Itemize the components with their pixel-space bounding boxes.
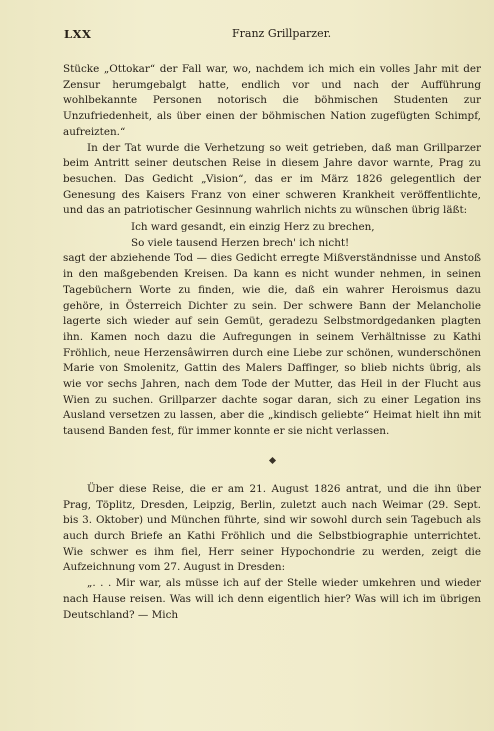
quoted-paragraph: „. . . Mir war, als müsse ich auf der Stelle wieder umkehren und wieder nach Hause reisen. Was will ich denn eigentlich hier? Was will ich im übrigen Deutschland? — Mich xyxy=(63,577,481,621)
running-title: Franz Grillparzer. xyxy=(232,27,332,40)
verse-quote xyxy=(63,220,481,251)
section-divider xyxy=(63,456,481,466)
page-header xyxy=(64,27,476,43)
verse-line: Ich ward gesandt, ein einzig Herz zu brechen, xyxy=(131,221,375,234)
body-text xyxy=(63,62,481,623)
verse-line: So viele tausend Herzen brech' ich nicht! xyxy=(131,236,350,249)
paragraph-continued: Stücke „Ottokar“ der Fall war, wo, nachdem ich mich ein volles Jahr mit der Zensur herumgebalgt hatte, endlich vor und nach der Aufführung wohlbekannte Personen notorisch die böhmischen Studenten zur Unzufriedenheit, als über einen der böhmischen Nation zugefügten Schimpf, aufreizten.“ xyxy=(63,63,481,138)
paragraph: In der Tat wurde die Verhetzung so weit getrieben, daß man Grillparzer beim Antritt seiner deutschen Reise in diesem Jahre davor warnte, Prag zu besuchen. Das Gedicht „Vision“, das er im März 1826 gelegentlich der Genesung des Kaisers Franz von einer schweren Krankheit veröffentlichte, und das an patriotischer Gesinnung wahrlich nichts zu wünschen übrig läßt: xyxy=(63,141,481,217)
paragraph: Über diese Reise, die er am 21. August 1826 antrat, und die ihn über Prag, Töplitz, Dresden, Leipzig, Berlin, zuletzt auch nach Weimar (29. Sept. bis 3. Oktober) und München führte, sind wir sowohl durch sein Tagebuch als auch durch Briefe an Kathi Fröhlich und die Selbstbiographie unterrichtet. Wie schwer es ihm fiel, Herr seiner Hypochondrie zu werden, zeigt die Aufzeichnung vom 27. August in Dresden: xyxy=(63,482,481,574)
divider-diamond-icon xyxy=(268,457,275,464)
page-number: LXX xyxy=(64,27,92,41)
paragraph: sagt der abziehende Tod — dies Gedicht erregte Mißverständnisse und Anstoß in den maßgebenden Kreisen. Da kann es nicht wunder nehmen, in seinen Tagebüchern Worte zu finden, wie die, daß ein wahrer Heroismus dazu gehöre, in Österreich Dichter zu sein. Der schwere Bann der Melancholie lagerte sich wieder auf sein Gemüt, geradezu Selbstmordgedanken plagten ihn. Kamen noch dazu die Aufregungen in seinem Verhältnisse zu Kathi Fröhlich, neue Herzensâwirren durch eine Liebe zur schönen, wunderschönen Marie von Smolenitz, Gattin des Malers Daffinger, so blieb nichts übrig, als wie vor sechs Jahren, nach dem Tode der Mutter, das Heil in der Flucht aus Wien zu suchen. Grillparzer dachte sogar daran, sich zu einer Legation ins Ausland versetzen zu lassen, aber die „kindisch geliebte“ Heimat hielt ihn mit tausend Banden fest, für immer konnte er sie nicht verlassen. xyxy=(63,252,481,438)
